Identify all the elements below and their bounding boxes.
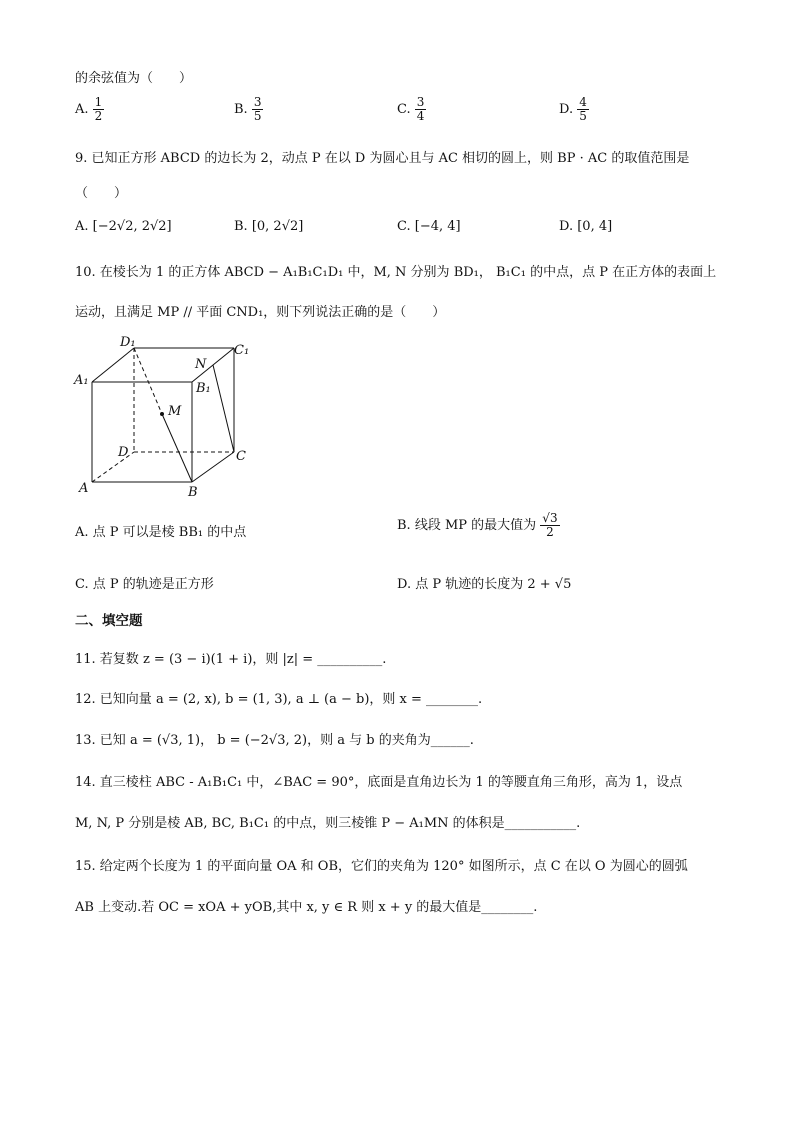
label-d: D: [118, 445, 129, 460]
label-b: B: [188, 485, 198, 500]
label-c1: C₁: [234, 343, 250, 358]
fraction: [415, 96, 427, 123]
denominator: 2: [94, 109, 103, 123]
q9-option-a[interactable]: [75, 219, 172, 234]
q8-option-a[interactable]: [75, 96, 104, 123]
denominator: 2: [546, 525, 554, 539]
q9-answer-paren: （ ）: [75, 186, 128, 201]
q9-option-c[interactable]: [397, 219, 461, 234]
option-text: [0, 4]: [577, 219, 613, 234]
option-label: A.: [75, 102, 89, 117]
q9-stem: 9. 已知正方形 ABCD 的边长为 2，动点 P 在以 D 为圆心且与 AC 相切的圆上，则 BP · AC 的取值范围是: [75, 151, 690, 166]
option-text: [−2√2, 2√2]: [92, 219, 172, 234]
q8-option-d[interactable]: [559, 96, 589, 123]
q10-option-c[interactable]: C. 点 P 的轨迹是正方形: [75, 577, 214, 592]
fraction: [540, 512, 559, 539]
numerator: √3: [542, 511, 558, 525]
label-n: N: [195, 357, 207, 372]
option-label: B.: [234, 102, 248, 117]
q14-line2: M, N, P 分别是棱 AB, BC, B₁C₁ 的中点，则三棱锥 P − A₁MN 的体积是___________.: [75, 816, 581, 831]
option-label: C.: [397, 219, 411, 234]
option-text: [0, 2√2]: [251, 219, 304, 234]
denominator: 4: [416, 109, 425, 123]
numerator: 3: [416, 95, 425, 109]
label-a1: A₁: [74, 373, 89, 388]
option-label: A.: [75, 219, 89, 234]
fraction: [93, 96, 105, 123]
fraction: [577, 96, 589, 123]
label-c: C: [236, 449, 246, 464]
option-text: [−4, 4]: [414, 219, 461, 234]
q12-text: 12. 已知向量 a = (2, x), b = (1, 3), a ⊥ (a − b)，则 x = ________.: [75, 692, 483, 707]
q8-stem-tail: 的余弦值为（ ）: [75, 71, 193, 86]
q15-line2: AB 上变动.若 OC = xOA + yOB,其中 x, y ∈ R 则 x + y 的最大值是________.: [75, 900, 538, 915]
midpoint-m-dot: [160, 412, 164, 416]
option-label: D.: [559, 102, 574, 117]
option-label: D.: [559, 219, 574, 234]
cube-figure: [70, 330, 260, 500]
numerator: 3: [253, 95, 262, 109]
denominator: 5: [253, 109, 262, 123]
q8-option-b[interactable]: [234, 96, 263, 123]
numerator: 4: [579, 95, 587, 109]
q10-option-d[interactable]: D. 点 P 轨迹的长度为 2 + √5: [397, 577, 572, 592]
numerator: 1: [94, 95, 103, 109]
q10-stem-line1: 10. 在棱长为 1 的正方体 ABCD − A₁B₁C₁D₁ 中，M, N 分别为 BD₁， B₁C₁ 的中点，点 P 在正方体的表面上: [75, 265, 717, 280]
label-m: M: [168, 404, 182, 419]
denominator: 5: [579, 109, 587, 123]
q9-option-d[interactable]: [559, 219, 612, 234]
q10-stem-line2: 运动，且满足 MP // 平面 CND₁，则下列说法正确的是（ ）: [75, 305, 446, 320]
q10-option-a[interactable]: A. 点 P 可以是棱 BB₁ 的中点: [75, 525, 247, 540]
q14-line1: 14. 直三棱柱 ABC - A₁B₁C₁ 中，∠BAC = 90°，底面是直角边长为 1 的等腰直角三角形，高为 1，设点: [75, 775, 683, 790]
fraction: [252, 96, 264, 123]
section-title-fill-in: 二、填空题: [75, 613, 143, 629]
label-b1: B₁: [196, 381, 211, 396]
q10-option-b[interactable]: [397, 512, 560, 539]
q11-text: 11. 若复数 z = (3 − i)(1 + i)，则 |z| = __________.: [75, 652, 387, 667]
q8-option-c[interactable]: [397, 96, 426, 123]
option-text: B. 线段 MP 的最大值为: [397, 518, 537, 533]
q13-text: 13. 已知 a = (√3, 1)， b = (−2√3, 2)，则 a 与 b 的夹角为______.: [75, 733, 474, 748]
q9-option-b[interactable]: [234, 219, 303, 234]
label-a: A: [79, 481, 89, 496]
q15-line1: 15. 给定两个长度为 1 的平面向量 OA 和 OB，它们的夹角为 120° 如图所示，点 C 在以 O 为圆心的圆弧: [75, 859, 688, 874]
option-label: C.: [397, 102, 411, 117]
label-d1: D₁: [120, 335, 136, 350]
option-label: B.: [234, 219, 248, 234]
